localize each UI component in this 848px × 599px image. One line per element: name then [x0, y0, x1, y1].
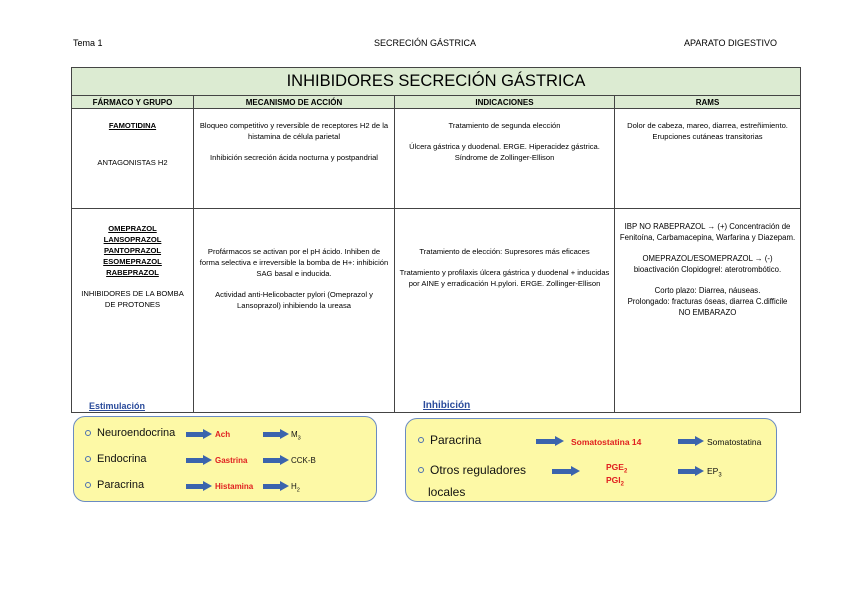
table-row: [72, 109, 801, 209]
drug-group: INHIBIDORES DE LA BOMBA DE PROTONES: [81, 289, 184, 309]
stim-label: Endocrina: [97, 453, 147, 465]
arrow-right-icon: [263, 455, 289, 466]
stim-target: $M_3$: [291, 430, 301, 442]
inhibitors-table: [71, 67, 801, 413]
arrow-right-icon: [186, 481, 212, 492]
rams-text: NO EMBARAZO: [678, 308, 737, 317]
indication-text: Síndrome de Zollinger-Ellison: [454, 153, 555, 162]
stim-row-paracrine: [85, 479, 144, 491]
bullet-icon: [85, 430, 91, 436]
stimulation-box: [73, 416, 377, 502]
drug-cell: [72, 209, 194, 413]
indication-text: Úlcera gástrica y duodenal. ERGE. Hiperacidez gástrica.: [409, 142, 600, 151]
stim-mediator: Gastrina: [215, 456, 248, 465]
stimulation-title: Estimulación: [89, 401, 146, 411]
bullet-icon: [85, 456, 91, 462]
drug-name: OMEPRAZOL: [108, 224, 157, 233]
inhib-mediator: Somatostatina 14: [571, 437, 642, 447]
mechanism-text: Bloqueo competitivo y reversible de receptores H2 de la histamina de célula parietal: [199, 121, 389, 141]
drug-group: ANTAGONISTAS H2: [97, 158, 168, 167]
table-row: [72, 209, 801, 413]
inhib-label: Otros reguladores: [430, 463, 527, 477]
col-header-drug: FÁRMACO Y GRUPO: [72, 96, 194, 109]
inhib-label: locales: [428, 485, 466, 499]
col-header-mechanism: MECANISMO DE ACCIÓN: [194, 96, 395, 109]
inhib-target: $EP_3$: [707, 466, 722, 479]
mechanism-text: Profármacos se activan por el pH ácido. Inhiben de forma selectiva e irreversible la bomba de H+: inhibición SAG basal e inducida.: [199, 247, 389, 278]
mechanism-text: Inhibición secreción ácida nocturna y postpandrial: [209, 153, 378, 162]
col-header-indications: INDICACIONES: [395, 96, 615, 109]
stim-target: $H_2$: [291, 482, 300, 494]
arrow-right-icon: [536, 436, 564, 447]
inhib-row-local: [418, 463, 526, 477]
arrow-right-icon: [678, 436, 704, 447]
inhibition-title: Inhibición: [423, 400, 471, 411]
stim-mediator: Histamina: [215, 482, 254, 491]
arrow-right-icon: [678, 466, 704, 477]
stim-row-neuroendocrine: [85, 427, 175, 439]
stim-target: CCK-B: [291, 456, 316, 465]
arrow-right-icon: [263, 481, 289, 492]
stim-row-endocrine: [85, 453, 147, 465]
rams-cell: [615, 109, 801, 209]
arrow-right-icon: [263, 429, 289, 440]
drug-name: PANTOPRAZOL: [103, 246, 162, 255]
inhib-mediator: $PGI_2$: [606, 475, 624, 488]
rams-text: Erupciones cutáneas transitorias: [652, 132, 763, 141]
header-subject: APARATO DIGESTIVO: [684, 38, 778, 48]
col-header-rams: RAMS: [615, 96, 801, 109]
indications-cell: [395, 109, 615, 209]
table-title: INHIBIDORES SECRECIÓN GÁSTRICA: [72, 68, 801, 96]
header-topic: Tema 1: [73, 38, 103, 48]
rams-text: Corto plazo: Diarrea, náuseas.: [654, 286, 761, 295]
inhib-label: Paracrina: [430, 433, 482, 447]
indications-cell: [395, 209, 615, 413]
drug-name: RABEPRAZOL: [106, 268, 159, 277]
bullet-icon: [418, 437, 424, 443]
stim-mediator: Ach: [215, 430, 231, 439]
mechanism-cell: [194, 109, 395, 209]
rams-text: Prolongado: fracturas óseas, diarrea C.difficile: [627, 297, 788, 306]
rams-text: OMEPRAZOL/ESOMEPRAZOL → (-) bioactivación Clopidogrel: aterotrombótico.: [633, 254, 782, 274]
stim-label: Neuroendocrina: [97, 427, 176, 439]
drug-name: LANSOPRAZOL: [103, 235, 162, 244]
drug-name: ESOMEPRAZOL: [103, 257, 162, 266]
stim-label: Paracrina: [97, 479, 145, 491]
rams-text: IBP NO RABEPRAZOL → (+) Concentración de Fenitoína, Carbamacepina, Warfarina y Diazepam.: [619, 222, 796, 242]
drug-name: FAMOTIDINA: [108, 121, 157, 130]
drug-cell: [72, 109, 194, 209]
indication-text: Tratamiento de elección: Supresores más eficaces: [419, 247, 590, 256]
rams-cell: [615, 209, 801, 413]
mechanism-text: Actividad anti-Helicobacter pylori (Omeprazol y Lansoprazol) inhibiendo la ureasa: [215, 290, 373, 310]
indication-text: Tratamiento y profilaxis úlcera gástrica y duodenal + inducidas por AINE y erradicación H.pylori. ERGE. Zollinger-Ellison: [399, 268, 610, 288]
inhibition-box: [405, 418, 777, 502]
arrow-right-icon: [186, 455, 212, 466]
rams-text: Dolor de cabeza, mareo, diarrea, estreñimiento.: [627, 121, 788, 130]
inhib-mediator: $PGE_2$: [606, 462, 628, 475]
mechanism-cell: [194, 209, 395, 413]
inhib-target: Somatostatina: [707, 437, 762, 447]
indication-text: Tratamiento de segunda elección: [448, 121, 561, 130]
bullet-icon: [418, 467, 424, 473]
header-title: SECRECIÓN GÁSTRICA: [374, 38, 477, 48]
inhib-row-paracrine: [418, 433, 481, 447]
bullet-icon: [85, 482, 91, 488]
arrow-right-icon: [186, 429, 212, 440]
arrow-right-icon: [552, 466, 580, 477]
